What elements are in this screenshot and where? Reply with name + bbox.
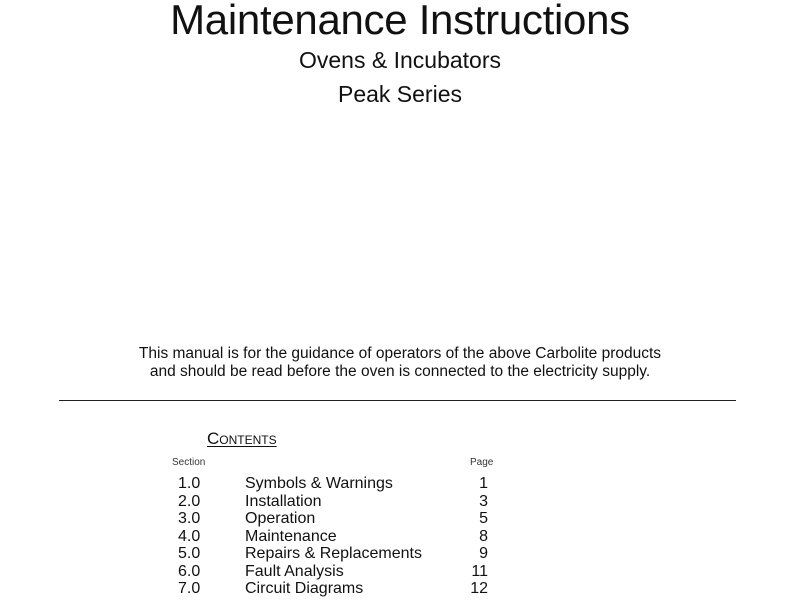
section-title: Maintenance [245,527,337,545]
document-title: Maintenance Instructions [170,0,630,43]
page-number: 3 [479,492,488,510]
section-number: 6.0 [178,562,201,580]
page-number: 9 [479,545,488,562]
section-number: 7.0 [178,580,201,597]
section-title: Installation [245,492,322,510]
section-number: 5.0 [178,545,201,562]
section-number: 2.0 [178,492,201,510]
page-column-header: Page [470,457,494,468]
section-title: Circuit Diagrams [245,580,364,597]
section-column-header: Section [172,457,206,468]
contents-row[interactable] [0,545,800,563]
page-number: 12 [470,580,488,597]
section-title: Fault Analysis [245,562,344,580]
contents-heading: Contents [207,429,277,448]
intro-line: This manual is for the guidance of operators of the above Carbolite products [138,345,662,362]
contents-row[interactable] [0,580,800,598]
section-number: 3.0 [178,510,201,527]
contents-row[interactable] [0,528,800,546]
page-number: 5 [479,510,488,527]
contents-row[interactable] [0,475,800,493]
page-number: 8 [479,527,488,545]
section-title: Repairs & Replacements [245,545,422,562]
section-number: 4.0 [178,527,201,545]
page-number: 11 [471,562,488,580]
contents-row[interactable] [0,563,800,581]
intro-paragraph [0,345,800,381]
section-title: Operation [245,510,316,527]
document-subtitle-series: Peak Series [337,81,462,107]
intro-line: and should be read before the oven is connected to the electricity supply. [149,363,651,380]
section-title: Symbols & Warnings [245,475,393,492]
page-number: 1 [479,475,488,492]
contents-row[interactable] [0,510,800,528]
document-subtitle-product: Ovens & Incubators [299,47,501,73]
contents-row[interactable] [0,493,800,511]
contents-list [0,475,800,598]
section-number: 1.0 [178,475,201,492]
horizontal-divider [59,400,736,401]
